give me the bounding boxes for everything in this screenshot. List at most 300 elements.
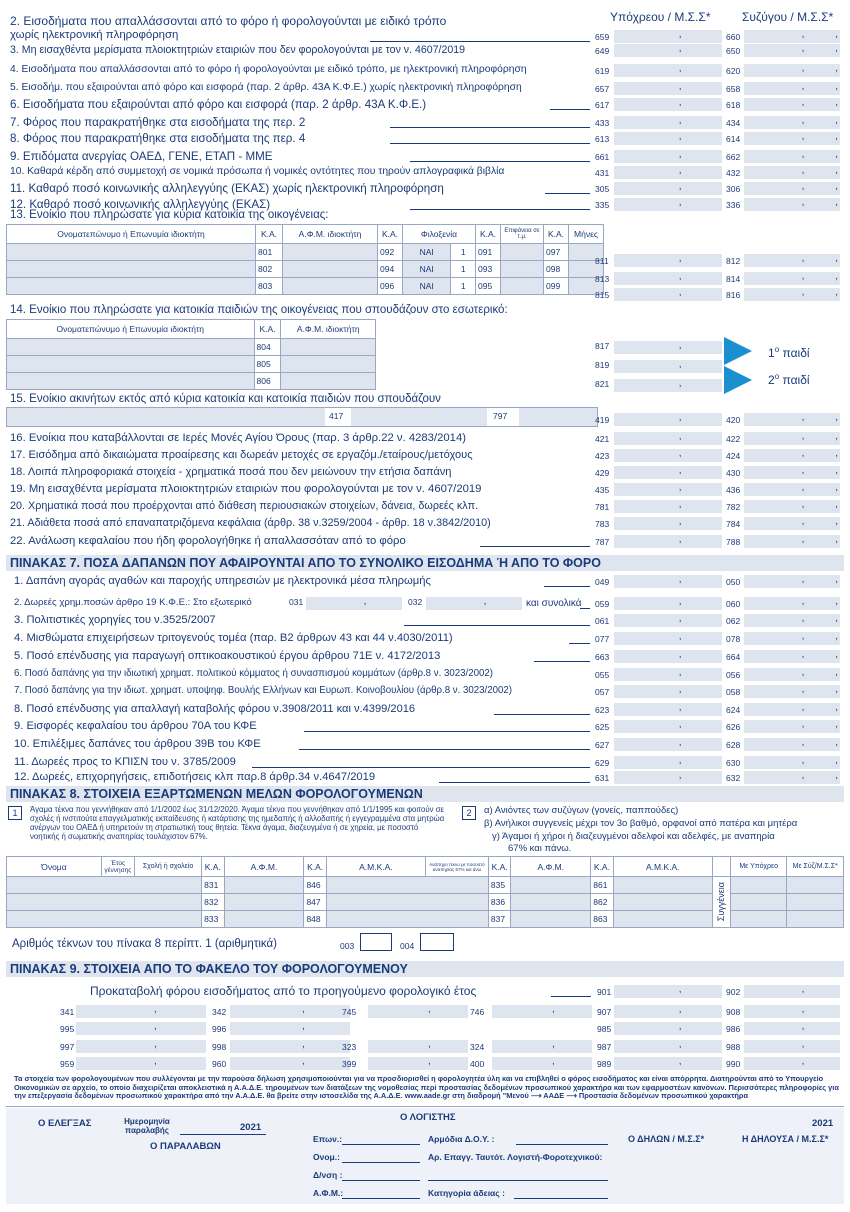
rent14-amount-3[interactable]: , <box>614 379 722 392</box>
code-label: 816 <box>726 290 741 300</box>
footer-epon-line[interactable] <box>342 1144 420 1145</box>
t8-field[interactable] <box>613 894 712 911</box>
area-field[interactable] <box>501 244 544 261</box>
code-cell: 835 <box>488 877 510 894</box>
spouse-amount-field[interactable]: , , <box>744 517 840 530</box>
t9-amount-field[interactable]: , <box>614 1057 722 1070</box>
table8-grid <box>6 856 844 928</box>
rent14-amount-2[interactable]: , <box>614 360 722 373</box>
t9-amount-field[interactable]: , <box>230 1057 350 1070</box>
footer-dnsi-line[interactable] <box>342 1180 420 1181</box>
t8-box1: 1 <box>8 806 22 820</box>
spouse-amount-field[interactable]: , , <box>744 64 840 77</box>
leader-line <box>545 193 590 194</box>
row-label: 9. Εισφορές κεφαλαίου του άρθρου 70Α του ΚΦΕ <box>14 720 257 732</box>
landlord-name-field[interactable] <box>7 356 255 373</box>
spouse-amount-field[interactable]: , , <box>744 703 840 716</box>
code-label: 078 <box>726 634 741 644</box>
row-label: 19. Μη εισαχθέντα μερίσματα πλοιοκτητριών εταιριών που φορολογούνται με τον ν. 4607/2019 <box>10 483 482 495</box>
t9-amount-field[interactable]: , <box>492 1057 592 1070</box>
row-label: 6. Ποσό δαπάνης για την ιδιωτική χρηματ. πολιτικού κόμματος ή συνασπισμού κομμάτων (άρθρ.8 ν. 3023/2002) <box>14 668 493 679</box>
taxpayer-amount-field[interactable]: , <box>614 597 722 610</box>
leader-line <box>550 109 590 110</box>
code-cell: 099 <box>544 278 569 295</box>
code-cell: 846 <box>304 877 326 894</box>
row-label: 3. Πολιτιστικές χορηγίες του ν.3525/2007 <box>14 614 216 626</box>
code-cell: 863 <box>591 911 613 928</box>
footer-epon: Επων.: <box>313 1134 343 1144</box>
code-cell: 803 <box>256 278 283 295</box>
code-label: 908 <box>726 1007 741 1017</box>
row-label: 7. Φόρος που παρακρατήθηκε στα εισοδήματα της περ. 2 <box>10 116 306 129</box>
taxpayer-amount-field[interactable]: , <box>614 30 722 43</box>
t8-field[interactable] <box>730 894 787 911</box>
t9-amount-field[interactable]: , <box>368 1040 468 1053</box>
row-label: 20. Χρηματικά ποσά που προέρχονται από διάθεση περιουσιακών στοιχείων, δάνεια, δωρεές κλπ. <box>10 500 479 512</box>
landlord-afm-field[interactable] <box>281 339 376 356</box>
t9-amount-field[interactable]: , <box>368 1057 468 1070</box>
t9-amount-field[interactable]: , <box>76 1057 206 1070</box>
t9-prepay-f2[interactable]: , <box>744 985 840 998</box>
code-label: 434 <box>726 118 741 128</box>
code-label: 431 <box>595 168 610 178</box>
t9-prepay-c1: 901 <box>597 987 612 997</box>
t7-x2-code: 032 <box>408 597 423 607</box>
t8-field[interactable] <box>730 911 787 928</box>
t9-amount-field[interactable]: , <box>76 1005 206 1018</box>
t8-field[interactable] <box>224 877 304 894</box>
child1-sup: ο <box>774 345 780 354</box>
taxpayer-amount-field[interactable]: , <box>614 500 722 513</box>
rent14-code-3: 821 <box>595 379 610 389</box>
spouse-amount-field[interactable]: , , <box>744 132 840 145</box>
t8-field[interactable] <box>730 877 787 894</box>
rent13-header-ka3: Κ.Α. <box>476 225 501 244</box>
spouse-amount-field[interactable]: , , <box>744 535 840 548</box>
one-cell: 1 <box>451 244 476 261</box>
t8-field[interactable] <box>613 911 712 928</box>
row-label: 8. Φόρος που παρακρατήθηκε στα εισοδήματα της περ. 4 <box>10 132 306 145</box>
row-label: 7. Ποσό δαπάνης για την ιδιωτ. χρηματ. υποψηφ. Βουλής Ελλήνων και Ευρωπ. Κοινοβουλίου (άρθρ.8 ν. 3023/2002) <box>14 685 513 696</box>
t8-field[interactable] <box>326 877 488 894</box>
area-field[interactable] <box>501 261 544 278</box>
t9-prepay-line <box>551 996 591 997</box>
taxpayer-amount-field[interactable]: , <box>614 132 722 145</box>
code-label: 060 <box>726 599 741 609</box>
code-label: 813 <box>595 274 610 284</box>
leader-line <box>480 546 590 547</box>
t9-amount-field[interactable]: , <box>614 1040 722 1053</box>
code-cell: 096 <box>378 278 403 295</box>
table-row <box>7 278 604 295</box>
taxpayer-amount-field[interactable]: , <box>614 650 722 663</box>
spouse-amount-field[interactable]: , , <box>744 483 840 496</box>
t8-count-field2[interactable] <box>420 933 454 951</box>
code-label: 788 <box>726 537 741 547</box>
arrow-icon <box>724 366 752 394</box>
code-label: 996 <box>212 1024 227 1034</box>
code-cell: 832 <box>202 894 224 911</box>
taxpayer-amount-field[interactable]: , <box>614 466 722 479</box>
t8-h-taxpayer: Με Υπόχρεο <box>730 857 787 877</box>
t9-amount-field[interactable]: , <box>76 1040 206 1053</box>
t9-amount-field[interactable]: , <box>230 1040 350 1053</box>
child2-num: 2 <box>768 373 775 387</box>
rent15-fill-2[interactable] <box>351 408 487 426</box>
one-cell: 1 <box>451 261 476 278</box>
t9-amount-field[interactable]: , <box>614 1022 722 1035</box>
code-label: 049 <box>595 577 610 587</box>
taxpayer-amount-field[interactable]: , <box>614 535 722 548</box>
row-label: 12. Καθαρό ποσό κοινωνικής αλληλεγγύης (ΕΚΑΣ) <box>10 198 271 211</box>
row-label: 22. Ανάλωση κεφαλαίου που ήδη φορολογήθηκε ή απαλλασσόταν από το φόρο <box>10 535 406 547</box>
taxpayer-amount-field[interactable]: , <box>614 44 722 57</box>
taxpayer-amount-field[interactable]: , <box>614 116 722 129</box>
rent13-header-fil: Φιλοξενία <box>403 225 476 244</box>
code-label: 400 <box>470 1059 485 1069</box>
t8-note2b: β) Ανήλικοι συγγενείς μέχρι τον 3ο βαθμό, ορφανοί από πατέρα και μητέρα <box>484 818 798 829</box>
code-label: 424 <box>726 451 741 461</box>
code-label: 746 <box>470 1007 485 1017</box>
row-label: 2. Δωρεές χρημ.ποσών άρθρο 19 Κ.Φ.Ε.: Στο εξωτερικό <box>14 597 252 608</box>
footer-onom-line[interactable] <box>342 1162 420 1163</box>
code-label: 055 <box>595 670 610 680</box>
row-label: 4. Εισοδήματα που απαλλάσσονται από το φόρο ή φορολογούνται με ειδικό τρόπο, με ηλεκτρονική πληροφόρηση <box>10 64 527 75</box>
code-label: 660 <box>726 32 741 42</box>
child2-text: παιδί <box>779 373 810 387</box>
spouse-amount-field[interactable]: , , <box>744 254 840 267</box>
t8-field[interactable] <box>224 911 304 928</box>
spouse-amount-field[interactable]: , , <box>744 166 840 179</box>
rent13-header-ka2: Κ.Α. <box>378 225 403 244</box>
t9-prepay-c2: 902 <box>726 987 741 997</box>
t8-field[interactable] <box>787 911 844 928</box>
code-label: 632 <box>726 773 741 783</box>
t8-field[interactable] <box>326 894 488 911</box>
rent13-header-epif: Επιφάνεια σε τ.μ. <box>501 225 544 244</box>
taxpayer-amount-field[interactable]: , <box>614 517 722 530</box>
footer-doy-line[interactable] <box>516 1144 608 1145</box>
code-cell: 805 <box>254 356 281 373</box>
code-label: 787 <box>595 537 610 547</box>
footer-dnsi: Δ/νση : <box>313 1170 343 1180</box>
t8-h-year: Έτος γέννησης <box>101 857 134 877</box>
leader-line <box>410 161 590 162</box>
taxpayer-amount-field[interactable]: , <box>614 575 722 588</box>
code-label: 419 <box>595 415 610 425</box>
code-label: 433 <box>595 118 610 128</box>
t8-note1: Άγαμα τέκνα που γεννήθηκαν από 1/1/2002 έως 31/12/2020. Άγαμα τέκνα που γεννήθηκαν από 1/1/1995 και φοιτούν σε σχολές ή ινστιτούτα επαγγελματικής εκπαίδευσης ή κατάρτισης της ημεδαπής ή αλλοδαπής ή εγγεγραμμένα στα μητρώα ανέργων του ΟΑΕΔ ή υπηρετούν τη στρατιωτική τους θητεία. Τέκνα άγαμα, διαζευγμένα ή σε χηρεία, με ποσοστό νοητικής ή σωματικής αναπηρίας τουλάχιστον 67%. <box>30 805 445 841</box>
code-label: 814 <box>726 274 741 284</box>
taxpayer-amount-field[interactable]: , <box>614 272 722 285</box>
leader-line <box>390 127 590 128</box>
t8-field[interactable] <box>7 894 202 911</box>
taxpayer-amount-field[interactable]: , <box>614 738 722 751</box>
table-row <box>7 373 376 390</box>
taxpayer-amount-field[interactable]: , <box>614 82 722 95</box>
table-row <box>7 261 604 278</box>
t9-amount-field[interactable]: , <box>744 1040 840 1053</box>
leader-line <box>390 143 590 144</box>
row-label: 11. Καθαρό ποσό κοινωνικής αλληλεγγύης (ΕΚΑΣ) χωρίς ηλεκτρονική πληροφόρηση <box>10 182 444 195</box>
t8-h-afm: Α.Φ.Μ. <box>224 857 304 877</box>
code-label: 815 <box>595 290 610 300</box>
rent15-ka1: 417 <box>329 411 344 421</box>
t9-amount-field[interactable]: , <box>76 1022 206 1035</box>
code-label: 987 <box>597 1042 612 1052</box>
code-label: 907 <box>597 1007 612 1017</box>
spouse-amount-field[interactable]: , , <box>744 771 840 784</box>
t9-amount-field[interactable]: , <box>614 1005 722 1018</box>
row-label: 11. Δωρεές προς το ΚΠΙΣΝ του ν. 3785/2009 <box>14 756 236 768</box>
t8-field[interactable] <box>787 894 844 911</box>
code-cell: 837 <box>488 911 510 928</box>
t9-amount-field[interactable]: , <box>368 1005 468 1018</box>
code-label: 420 <box>726 415 741 425</box>
taxpayer-amount-field[interactable]: , <box>614 64 722 77</box>
row-label: 9. Επιδόματα ανεργίας ΟΑΕΔ, ΓΕΝΕ, ΕΤΑΠ - ΜΜΕ <box>10 150 273 163</box>
taxpayer-amount-field[interactable]: , <box>614 720 722 733</box>
rent14-code-1: 817 <box>595 341 610 351</box>
spouse-amount-field[interactable]: , , <box>744 413 840 426</box>
taxpayer-amount-field[interactable]: , <box>614 432 722 445</box>
spouse-amount-field[interactable]: , , <box>744 738 840 751</box>
t9-amount-field[interactable]: , <box>492 1040 592 1053</box>
spouse-amount-field[interactable]: , , <box>744 632 840 645</box>
t8-field[interactable] <box>511 911 591 928</box>
code-label: 306 <box>726 184 741 194</box>
t9-amount-field[interactable]: , <box>230 1022 350 1035</box>
spouse-amount-field[interactable]: , , <box>744 182 840 195</box>
t8-h-relation <box>712 857 730 877</box>
t8-relation-cell <box>712 877 730 928</box>
footer-date-label: Ημερομηνία παραλαβής <box>124 1117 170 1135</box>
t8-h-disabled: Ανάπηρο τέκνο με ποσοστό αναπηρίας 67% και άνω <box>426 857 489 877</box>
footer-logistis: Ο ΛΟΓΙΣΤΗΣ <box>400 1112 456 1123</box>
landlord-name-field[interactable] <box>7 278 256 295</box>
footer-rule <box>6 1106 844 1107</box>
child2-label <box>768 372 810 387</box>
code-label: 663 <box>595 652 610 662</box>
t8-field[interactable] <box>511 894 591 911</box>
row-label: 5. Εισοδήμ. που εξαιρούνται από φόρο και εισφορά (παρ. 2 άρθρ. 43Α Κ.Φ.Ε.) χωρίς ηλεκτρονική πληροφόρηση <box>10 82 522 93</box>
code-cell: 848 <box>304 911 326 928</box>
leader-line <box>544 586 590 587</box>
t8-h-ka2: Κ.Α. <box>304 857 326 877</box>
rent15-title: 15. Ενοίκιο ακινήτων εκτός από κύρια κατοικία και κατοικία παιδιών που σπουδάζουν <box>10 393 441 405</box>
spouse-amount-field[interactable]: , , <box>744 198 840 211</box>
t8-relation-label: Συγγένεια <box>716 882 727 922</box>
code-label: 613 <box>595 134 610 144</box>
code-label: 421 <box>595 434 610 444</box>
code-label: 649 <box>595 46 610 56</box>
taxpayer-amount-field[interactable]: , <box>614 413 722 426</box>
spouse-amount-field[interactable]: , , <box>744 597 840 610</box>
code-label: 399 <box>342 1059 357 1069</box>
code-label: 811 <box>595 256 609 266</box>
t8-field[interactable] <box>224 894 304 911</box>
t9-prepay-label: Προκαταβολή φόρου εισοδήματος από το προηγούμενο φορολογικό έτος <box>90 984 477 998</box>
footer-afm-line[interactable] <box>342 1198 420 1199</box>
taxpayer-amount-field[interactable]: , <box>614 771 722 784</box>
t8-field[interactable] <box>326 911 488 928</box>
taxpayer-amount-field[interactable]: , <box>614 703 722 716</box>
landlord-afm-field[interactable] <box>283 261 378 278</box>
row-label: 8. Ποσό επένδυσης για απαλλαγή καταβολής φόρου ν.3908/2011 και ν.4399/2016 <box>14 703 416 715</box>
t8-field[interactable] <box>787 877 844 894</box>
landlord-afm-field[interactable] <box>283 278 378 295</box>
leader-line <box>304 731 590 732</box>
code-label: 305 <box>595 184 610 194</box>
landlord-name-field[interactable] <box>7 339 255 356</box>
landlord-name-field[interactable] <box>7 261 256 278</box>
rent15-fill-3[interactable] <box>519 408 597 426</box>
spouse-amount-field[interactable]: , , <box>744 650 840 663</box>
spouse-amount-field[interactable]: , , <box>744 432 840 445</box>
code-label: 618 <box>726 100 741 110</box>
code-label: 745 <box>342 1007 357 1017</box>
t8-field[interactable] <box>7 911 202 928</box>
spouse-amount-field[interactable]: , , <box>744 272 840 285</box>
spouse-amount-field[interactable]: , , <box>744 30 840 43</box>
footer-date-line <box>180 1134 266 1135</box>
row-label: 21. Αδιάθετα ποσά από επαναπατριζόμενα κεφάλαια (άρθρ. 38 ν.3259/2004 - άρθρ. 18 ν.3842/2010) <box>10 517 491 529</box>
landlord-afm-field[interactable] <box>281 373 376 390</box>
child1-num: 1 <box>768 346 775 360</box>
area-field[interactable] <box>501 278 544 295</box>
rent13-header-ka: Κ.Α. <box>256 225 283 244</box>
t9-amount-field[interactable]: , <box>744 1005 840 1018</box>
t8-count-code1: 003 <box>340 941 355 951</box>
spouse-amount-field[interactable]: , , <box>744 466 840 479</box>
footer-year1: 2021 <box>240 1122 262 1133</box>
spouse-amount-field[interactable]: , , <box>744 82 840 95</box>
code-label: 624 <box>726 705 741 715</box>
code-cell: 095 <box>476 278 501 295</box>
rent13-title: 13. Ενοίκιο που πληρώσατε για κύρια κατοικία της οικογένειας: <box>10 209 329 221</box>
code-label: 341 <box>60 1007 75 1017</box>
t8-h-ka: Κ.Α. <box>202 857 224 877</box>
code-label: 429 <box>595 468 610 478</box>
t9-amount-field[interactable]: , <box>744 1022 840 1035</box>
t9-amount-field[interactable]: , <box>744 1057 840 1070</box>
spouse-amount-field[interactable]: , , <box>744 98 840 111</box>
spouse-amount-field[interactable]: , , <box>744 685 840 698</box>
code-label: 661 <box>595 152 610 162</box>
taxpayer-amount-field[interactable]: , <box>614 166 722 179</box>
taxpayer-column-header: Υπόχρεου / Μ.Σ.Σ* <box>610 10 711 24</box>
spouse-amount-field[interactable]: , , <box>744 668 840 681</box>
code-label: 657 <box>595 84 610 94</box>
code-label: 995 <box>60 1024 75 1034</box>
t8-count-field1[interactable] <box>360 933 392 951</box>
taxpayer-amount-field[interactable]: , <box>614 668 722 681</box>
taxpayer-amount-field[interactable]: , <box>614 288 722 301</box>
taxpayer-amount-field[interactable]: , <box>614 98 722 111</box>
landlord-name-field[interactable] <box>7 373 255 390</box>
code-label: 430 <box>726 468 741 478</box>
taxpayer-amount-field[interactable]: , <box>614 182 722 195</box>
code-label: 631 <box>595 773 610 783</box>
rent14-table <box>6 319 376 390</box>
code-label: 628 <box>726 740 741 750</box>
code-label: 629 <box>595 758 610 768</box>
t9-amount-field[interactable]: , <box>230 1005 350 1018</box>
taxpayer-amount-field[interactable]: , <box>614 449 722 462</box>
code-cell: 092 <box>378 244 403 261</box>
landlord-afm-field[interactable] <box>281 356 376 373</box>
spouse-amount-field[interactable]: , , <box>744 575 840 588</box>
t8-count-code2: 004 <box>400 941 415 951</box>
t8-field[interactable] <box>511 877 591 894</box>
t9-amount-field[interactable]: , <box>492 1005 592 1018</box>
landlord-afm-field[interactable] <box>283 244 378 261</box>
yes-cell: ΝΑΙ <box>403 261 451 278</box>
t7-x1-field[interactable]: , <box>306 597 402 610</box>
leader-line <box>569 643 590 644</box>
child1-text: παιδί <box>779 346 810 360</box>
table8-title: ΠΙΝΑΚΑΣ 8. ΣΤΟΙΧΕΙΑ ΕΞΑΡΤΩΜΕΝΩΝ ΜΕΛΩΝ ΦΟΡΟΛΟΓΟΥΜΕΝΩΝ <box>10 787 423 801</box>
spouse-amount-field[interactable]: , , <box>744 116 840 129</box>
spouse-amount-field[interactable]: , , <box>744 288 840 301</box>
code-label: 335 <box>595 200 610 210</box>
row-label: 4. Μισθώματα επιχειρήσεων τριτογενούς τομέα (παρ. Β2 άρθρων 43 και 44 ν.4030/2011) <box>14 632 453 644</box>
leader-line <box>494 714 590 715</box>
t9-prepay-f1[interactable]: , <box>614 985 722 998</box>
code-label: 630 <box>726 758 741 768</box>
t8-field[interactable] <box>7 877 202 894</box>
code-label: 626 <box>726 722 741 732</box>
taxpayer-amount-field[interactable]: , <box>614 756 722 769</box>
rent14-code-2: 819 <box>595 360 610 370</box>
code-label: 077 <box>595 634 610 644</box>
taxpayer-amount-field[interactable]: , <box>614 614 722 627</box>
code-cell: 801 <box>256 244 283 261</box>
code-cell: 093 <box>476 261 501 278</box>
leader-line <box>370 41 590 42</box>
code-label: 659 <box>595 32 610 42</box>
spouse-amount-field[interactable]: , , <box>744 150 840 163</box>
code-cell: 804 <box>254 339 281 356</box>
code-label: 959 <box>60 1059 75 1069</box>
spouse-amount-field[interactable]: , , <box>744 614 840 627</box>
spouse-amount-field[interactable]: , , <box>744 720 840 733</box>
taxpayer-amount-field[interactable]: , <box>614 150 722 163</box>
t8-note2a: α) Ανιόντες των συζύγων (γονείς, παππούδες) <box>484 805 679 816</box>
taxpayer-amount-field[interactable]: , <box>614 198 722 211</box>
rent14-amount-1[interactable]: , <box>614 341 722 354</box>
taxpayer-amount-field[interactable]: , <box>614 685 722 698</box>
one-cell: 1 <box>451 278 476 295</box>
t8-note2d: 67% και πάνω. <box>508 843 572 854</box>
spouse-amount-field[interactable]: , , <box>744 449 840 462</box>
rent15-fill-1[interactable] <box>7 408 325 426</box>
landlord-name-field[interactable] <box>7 244 256 261</box>
spouse-amount-field[interactable]: , , <box>744 44 840 57</box>
footer-taut-line[interactable] <box>428 1180 608 1181</box>
t8-field[interactable] <box>613 877 712 894</box>
t7-x2-field[interactable]: , <box>426 597 522 610</box>
taxpayer-amount-field[interactable]: , <box>614 254 722 267</box>
row-label: 16. Ενοίκια που καταβάλλονται σε Ιερές Μονές Αγίου Όρους (παρ. 3 άρθρ.22 ν. 4283/2014) <box>10 432 466 444</box>
footer-kat-line[interactable] <box>514 1198 608 1199</box>
table9-title: ΠΙΝΑΚΑΣ 9. ΣΤΟΙΧΕΙΑ ΑΠΟ ΤΟ ΦΑΚΕΛΟ ΤΟΥ ΦΟΡΟΛΟΓΟΥΜΕΝΟΥ <box>10 962 408 976</box>
spouse-amount-field[interactable]: , , <box>744 500 840 513</box>
t7-x3-label: και συνολικά <box>526 598 582 609</box>
spouse-amount-field[interactable]: , , <box>744 756 840 769</box>
taxpayer-amount-field[interactable]: , <box>614 632 722 645</box>
taxpayer-amount-field[interactable]: , <box>614 483 722 496</box>
